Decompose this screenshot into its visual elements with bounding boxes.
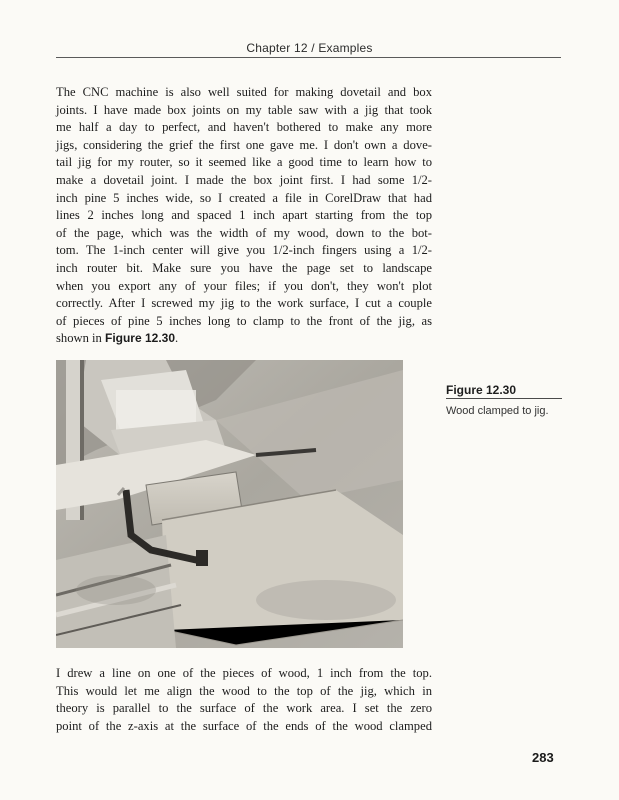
text-line: me half a day to perfect, and haven't bothered to make any more — [56, 120, 432, 135]
figure-label: Figure 12.30 — [446, 383, 517, 397]
figure-reference: Figure 12.30 — [104, 331, 176, 346]
figure-caption: Wood clamped to jig. — [446, 405, 549, 417]
text-line: I drew a line on one of the pieces of wood, 1 inch from the top. — [56, 666, 432, 680]
text-line: lines 2 inches long and spaced 1 inch apart starting from the top — [56, 208, 432, 223]
text-line: inch pine 5 inches wide, so I created a file in CorelDraw that had — [56, 190, 432, 205]
text-line: The CNC machine is also well suited for making dovetail and box — [56, 85, 432, 99]
text-line: joints. I have made box joints on my table saw with a jig that took — [56, 102, 432, 117]
caption-rule — [446, 398, 562, 399]
text-line: of the page, which was the width of my wood, down to the bot- — [56, 225, 432, 240]
text-line: jigs, considering the grief the first one gave me. I don't own a dove- — [56, 137, 432, 152]
figure-photo — [56, 360, 403, 648]
page-number: 283 — [532, 750, 554, 765]
text-line: of pieces of pine 5 inches long to clamp to the front of the jig, as — [56, 313, 432, 328]
paragraph-2 — [56, 665, 432, 735]
text-line: This would let me align the wood to the top of the jig, which in — [56, 683, 432, 698]
text-line: make a dovetail joint. I made the box joint first. I had some 1/2- — [56, 172, 432, 187]
header-rule — [56, 57, 561, 58]
text-suffix: . — [175, 331, 179, 346]
text-line: inch router bit. Make sure you have the page set to landscape — [56, 260, 432, 275]
text-line-last — [56, 330, 432, 348]
text-line: correctly. After I screwed my jig to the work surface, I cut a couple — [56, 296, 432, 311]
paragraph-1 — [56, 84, 432, 348]
text-line: tail jig for my router, so it seemed like a good time to learn how to — [56, 155, 432, 170]
text-line: when you export any of your files; if you don't, they won't plot — [56, 278, 432, 293]
text-line: theory is parallel to the surface of the work area. I set the zero — [56, 701, 432, 716]
text-line: point of the z-axis at the surface of the ends of the wood clamped — [56, 718, 432, 733]
text-line: tom. The 1-inch center will give you 1/2-inch fingers using a 1/2- — [56, 243, 432, 258]
running-head: Chapter 12 / Examples — [246, 41, 373, 55]
text-prefix: shown in — [56, 331, 105, 346]
